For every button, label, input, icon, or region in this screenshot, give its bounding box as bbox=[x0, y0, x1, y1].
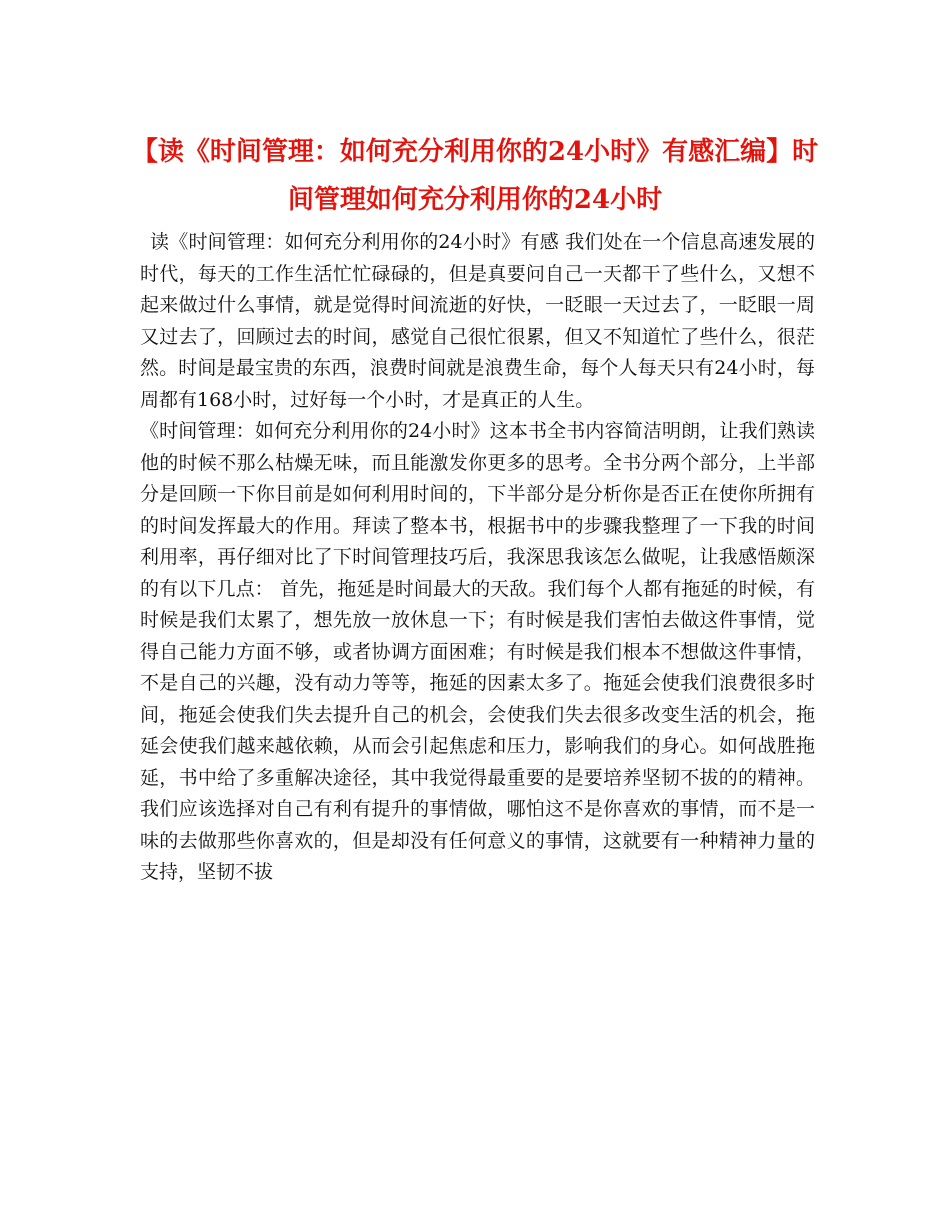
document-title: 【读《时间管理：如何充分利用你的24小时》有感汇编】时间管理如何充分利用你的24小时 bbox=[131, 137, 819, 215]
document-body bbox=[140, 227, 815, 889]
paragraph-2: 《时间管理：如何充分利用你的24小时》这本书全书内容简洁明朗，让我们熟读他的时候不那么枯燥无味，而且能激发你更多的思考。全书分两个部分，上半部分是回顾一下你目前是如何利用时间的，下半部分是分析你是否正在使你所拥有的时间发挥最大的作用。拜读了整本书，根据书中的步骤我整理了一下我的时间利用率，再仔细对比了下时间管理技巧后，我深思我该怎么做呢，让我感悟颇深的有以下几点： 首先，拖延是时间最大的天敌。我们每个人都有拖延的时候，有时候是我们太累了，想先放一放休息一下；有时候是我们害怕去做这件事情，觉得自己能力方面不够，或者协调方面困难；有时候是我们根本不想做这件事情，不是自己的兴趣，没有动力等等，拖延的因素太多了。拖延会使我们浪费很多时间，拖延会使我们失去提升自己的机会，会使我们失去很多改变生活的机会，拖延会使我们越来越依赖，从而会引起焦虑和压力，影响我们的身心。如何战胜拖延，书中给了多重解决途径，其中我觉得最重要的是要培养坚韧不拔的的精神。我们应该选择对自己有利有提升的事情做，哪怕这不是你喜欢的事情，而不是一味的去做那些你喜欢的，但是却没有任何意义的事情，这就要有一种精神力量的支持，坚韧不拔 bbox=[140, 420, 815, 883]
paragraph-1: 读《时间管理：如何充分利用你的24小时》有感 我们处在一个信息高速发展的时代，每天的工作生活忙忙碌碌的，但是真要问自己一天都干了些什么，又想不起来做过什么事情，就是觉得时间流逝的好快，一眨眼一天过去了，一眨眼一周又过去了，回顾过去的时间，感觉自己很忙很累，但又不知道忙了些什么，很茫然。时间是最宝贵的东西，浪费时间就是浪费生命，每个人每天只有24小时，每周都有168小时，过好每一个小时，才是真正的人生。 bbox=[140, 231, 815, 411]
